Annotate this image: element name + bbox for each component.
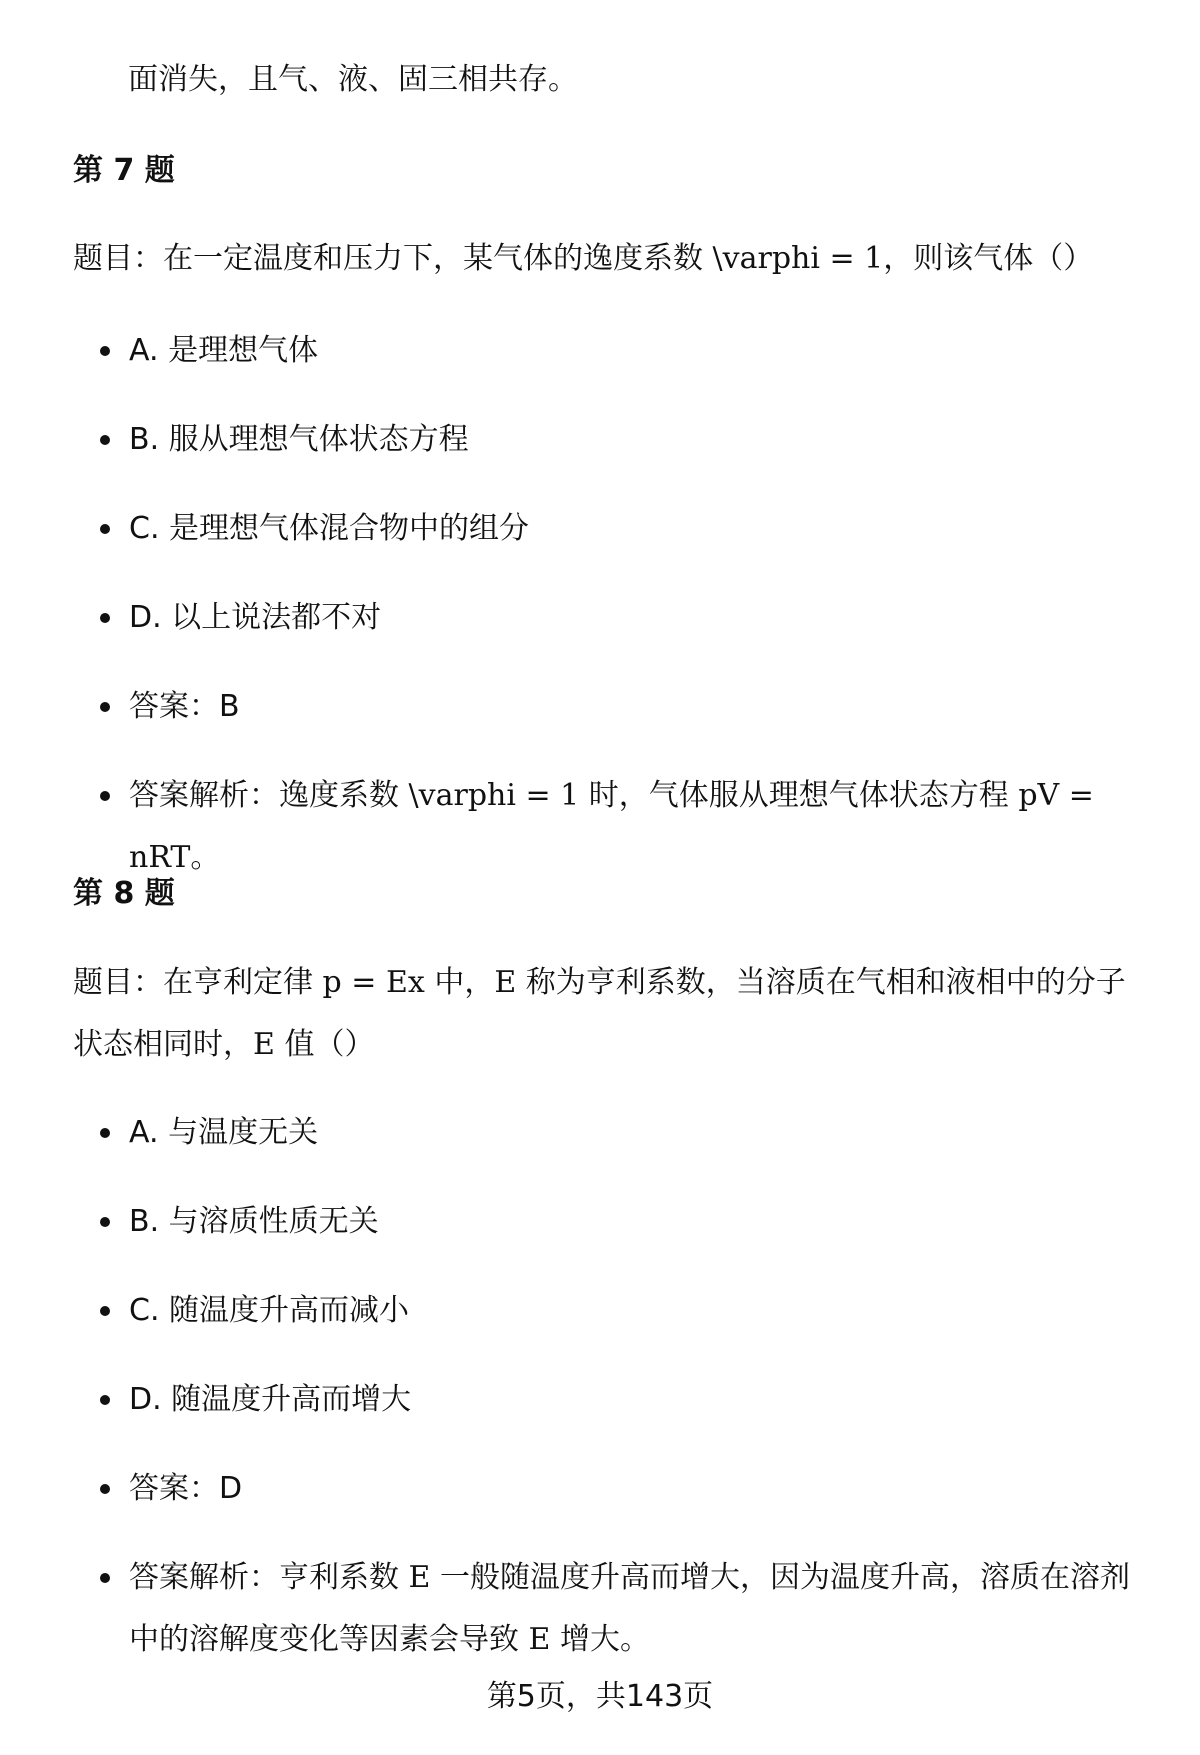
option-label: D. 以上说法都不对 [129,600,382,635]
option-label: C. 是理想气体混合物中的组分 [129,511,530,546]
bullet-icon [100,524,110,534]
analysis-text: 增大。 [550,1622,650,1657]
question-7-heading: 第 7 题 [73,153,175,188]
bullet-icon [100,435,110,445]
stem-math: E [253,1027,275,1062]
continuation-text: 面消失，且气、液、固三相共存。 [128,62,578,97]
stem-text: 值（） [274,1027,375,1062]
analysis-math: E [408,1560,431,1595]
stem-math: \varphi = 1 [712,241,884,276]
analysis-text: 时，气体服从理想气体状态方程 [579,778,1019,813]
analysis-text: 。 [190,840,221,875]
analysis-math: E [528,1622,551,1657]
bullet-icon [100,791,110,801]
option-b [73,409,1153,498]
stem-text: 题目：在一定温度和压力下，某气体的逸度系数 [73,241,713,276]
answer-label: 答案：B [129,689,240,724]
option-d [73,587,1153,676]
analysis-text: 答案解析：逸度系数 [129,778,409,813]
bullet-icon [100,1573,110,1583]
question-8-heading: 第 8 题 [73,876,175,911]
option-label: C. 随温度升高而减小 [129,1293,410,1328]
bullet-icon [100,613,110,623]
stem-text: ，则该气体（） [883,241,1094,276]
answer-analysis [73,765,1153,889]
analysis-math: pV = nRT [129,778,1094,875]
option-d [73,1369,1153,1458]
stem-text: 称为亨利系数，当溶质在气相和液相中的分子状态相同时， [73,965,1126,1062]
stem-text: 题目：在亨利定律 [73,965,323,1000]
option-a [73,320,1153,409]
stem-math: p = Ex [322,965,425,1000]
option-label: A. 是理想气体 [129,333,319,368]
option-label: A. 与温度无关 [129,1115,319,1150]
stem-math: E [494,965,517,1000]
answer-analysis [73,1547,1153,1671]
option-label: D. 随温度升高而增大 [129,1382,412,1417]
option-label: B. 与溶质性质无关 [129,1204,379,1239]
question-8-options [73,1102,1153,1671]
question-8-stem [73,952,1143,1076]
option-c [73,498,1153,587]
bullet-icon [100,1395,110,1405]
question-7-options [73,320,1153,889]
page-footer: 第5页，共143页 [486,1679,714,1714]
bullet-icon [100,1306,110,1316]
answer-label: 答案：D [129,1471,243,1506]
bullet-icon [100,702,110,712]
option-c [73,1280,1153,1369]
option-b [73,1191,1153,1280]
bullet-icon [100,1484,110,1494]
stem-text: 中， [424,965,495,1000]
bullet-icon [100,1217,110,1227]
analysis-math: \varphi = 1 [408,778,580,813]
analysis-text: 答案解析：亨利系数 [129,1560,409,1595]
analysis-text: 一般随温度升高而增大，因为温度升高，溶质在溶剂中的溶解度变化等因素会导致 [129,1560,1130,1657]
bullet-icon [100,346,110,356]
bullet-icon [100,1128,110,1138]
answer [73,1458,1153,1547]
question-7-stem [73,228,1143,290]
option-a [73,1102,1153,1191]
answer [73,676,1153,765]
option-label: B. 服从理想气体状态方程 [129,422,469,457]
